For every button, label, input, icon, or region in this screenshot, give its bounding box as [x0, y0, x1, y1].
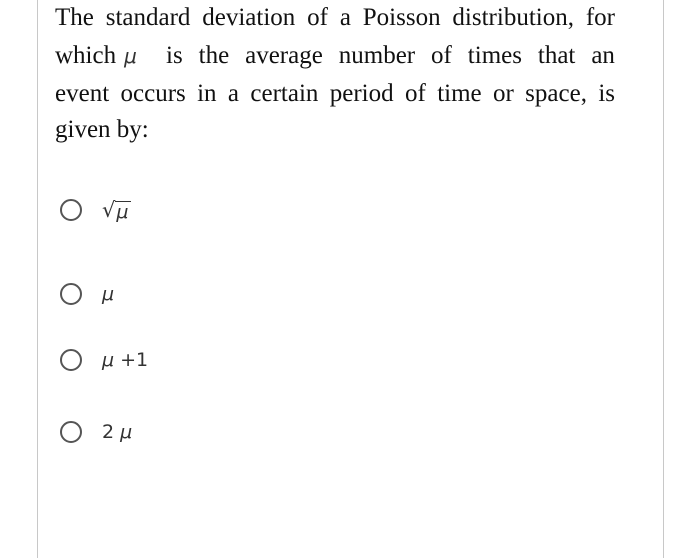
- word: Poisson: [362, 4, 441, 31]
- option-prefix: 2: [102, 421, 121, 443]
- word: in: [197, 80, 217, 107]
- option-sqrt-mu[interactable]: [60, 198, 131, 222]
- option-label: [102, 198, 131, 222]
- word: average: [245, 42, 323, 69]
- word: occurs: [120, 80, 186, 107]
- option-suffix: +1: [114, 349, 149, 371]
- option-two-mu[interactable]: [60, 421, 132, 443]
- word: of: [307, 4, 328, 31]
- word: space,: [525, 80, 587, 107]
- word: deviation: [202, 4, 296, 31]
- question-card: [37, 0, 664, 558]
- word: a: [227, 80, 240, 107]
- question-line-4: given by:: [55, 116, 149, 143]
- word: period: [329, 80, 394, 107]
- word: certain: [250, 80, 319, 107]
- word: The: [55, 4, 94, 31]
- word-group: [55, 38, 150, 74]
- word: time: [437, 80, 482, 107]
- word: an: [591, 42, 615, 69]
- mu-symbol: μ: [120, 421, 133, 443]
- sqrt-sign: √: [102, 198, 116, 222]
- word: which: [55, 42, 117, 69]
- question-line-3: [55, 76, 615, 112]
- mu-symbol: μ: [102, 349, 115, 371]
- word: is: [166, 42, 183, 69]
- mu-symbol: μ: [124, 44, 137, 68]
- question-text: [55, 0, 615, 148]
- word: is: [598, 80, 615, 107]
- option-mu-plus-one[interactable]: [60, 349, 148, 371]
- word: that: [537, 42, 576, 69]
- word: event: [55, 80, 110, 107]
- sqrt-expression: [102, 198, 131, 222]
- word: the: [198, 42, 230, 69]
- radio-button[interactable]: [60, 199, 82, 221]
- question-line-1: [55, 0, 615, 36]
- option-label: [102, 349, 148, 371]
- mu-symbol: μ: [115, 201, 131, 222]
- word: or: [492, 80, 514, 107]
- radio-button[interactable]: [60, 283, 82, 305]
- option-mu[interactable]: [60, 283, 114, 305]
- word: a: [339, 4, 351, 31]
- radio-button[interactable]: [60, 421, 82, 443]
- mu-symbol: μ: [102, 283, 115, 305]
- word: of: [405, 80, 426, 107]
- word: standard: [105, 4, 191, 31]
- word: of: [431, 42, 452, 69]
- word: distribution,: [452, 4, 574, 31]
- word: number: [338, 42, 416, 69]
- word: times: [467, 42, 522, 69]
- word: for: [585, 4, 615, 31]
- radio-button[interactable]: [60, 349, 82, 371]
- option-label: [102, 283, 114, 305]
- question-line-2: [55, 38, 615, 74]
- option-label: [102, 421, 132, 443]
